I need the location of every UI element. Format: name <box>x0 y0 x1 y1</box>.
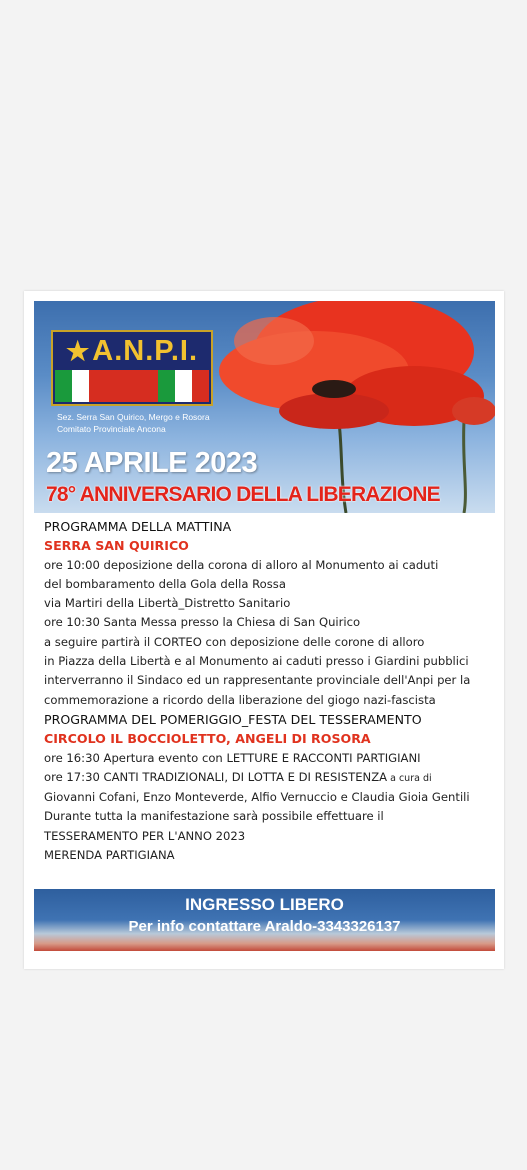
event-date: 25 APRILE 2023 <box>46 447 258 479</box>
red-flag-icon <box>106 370 157 402</box>
program-text <box>44 517 499 865</box>
sezione-text <box>57 411 257 435</box>
program-line: Durante tutta la manifestazione sarà possibile effettuare il <box>44 809 384 824</box>
program-line <box>44 768 499 788</box>
program-line: a seguire partirà il CORTEO con deposizione delle corone di alloro <box>44 634 425 649</box>
morning-title: PROGRAMMA DELLA MATTINA <box>44 519 232 534</box>
logo-text: A.N.P.I. <box>92 335 199 367</box>
program-line: in Piazza della Libertà e al Monumento ai caduti presso i Giardini pubblici <box>44 654 469 669</box>
contact-info: Per info contattare Araldo-3343326137 <box>128 918 401 935</box>
star-icon: ★ <box>65 336 91 366</box>
program-line: ore 10:30 Santa Messa presso la Chiesa di San Quirico <box>44 615 361 630</box>
anniversary-title: 78° ANNIVERSARIO DELLA LIBERAZIONE <box>46 483 440 506</box>
program-line-small: a cura di <box>387 772 432 784</box>
program-line-main: ore 17:30 CANTI TRADIZIONALI, DI LOTTA E DI RESISTENZA <box>44 769 388 784</box>
program-line: ore 10:00 deposizione della corona di alloro al Monumento ai caduti <box>44 557 439 572</box>
event-poster <box>24 291 504 969</box>
poster-header <box>34 301 495 513</box>
afternoon-place: CIRCOLO IL BOCCIOLETTO, ANGELI DI ROSORA <box>44 731 371 747</box>
italian-flag-icon <box>158 370 209 402</box>
poster-footer <box>34 889 495 951</box>
program-line: TESSERAMENTO PER L'ANNO 2023 <box>44 828 246 843</box>
program-line: via Martiri della Libertà_Distretto Sanitario <box>44 596 291 611</box>
afternoon-title: PROGRAMMA DEL POMERIGGIO_FESTA DEL TESSERAMENTO <box>44 711 422 727</box>
italian-flag-icon <box>55 370 106 402</box>
anpi-logo <box>51 330 213 406</box>
program-line: Giovanni Cofani, Enzo Monteverde, Alfio Vernuccio e Claudia Gioia Gentili <box>44 790 470 805</box>
program-line: interverranno il Sindaco ed un rappresentante provinciale dell'Anpi per la <box>44 673 471 688</box>
sezione-line: Sez. Serra San Quirico, Mergo e Rosora <box>57 412 210 422</box>
ingresso-libero: INGRESSO LIBERO <box>185 895 344 914</box>
flag-strip <box>55 370 209 402</box>
comitato-line: Comitato Provinciale Ancona <box>57 424 166 434</box>
program-line: ore 16:30 Apertura evento con LETTURE E RACCONTI PARTIGIANI <box>44 750 421 765</box>
program-line: commemorazione a ricordo della liberazione del giogo nazi-fascista <box>44 692 436 707</box>
program-line: MERENDA PARTIGIANA <box>44 848 175 863</box>
morning-place: SERRA SAN QUIRICO <box>44 538 189 554</box>
program-line: del bombaramento della Gola della Rossa <box>44 576 286 591</box>
